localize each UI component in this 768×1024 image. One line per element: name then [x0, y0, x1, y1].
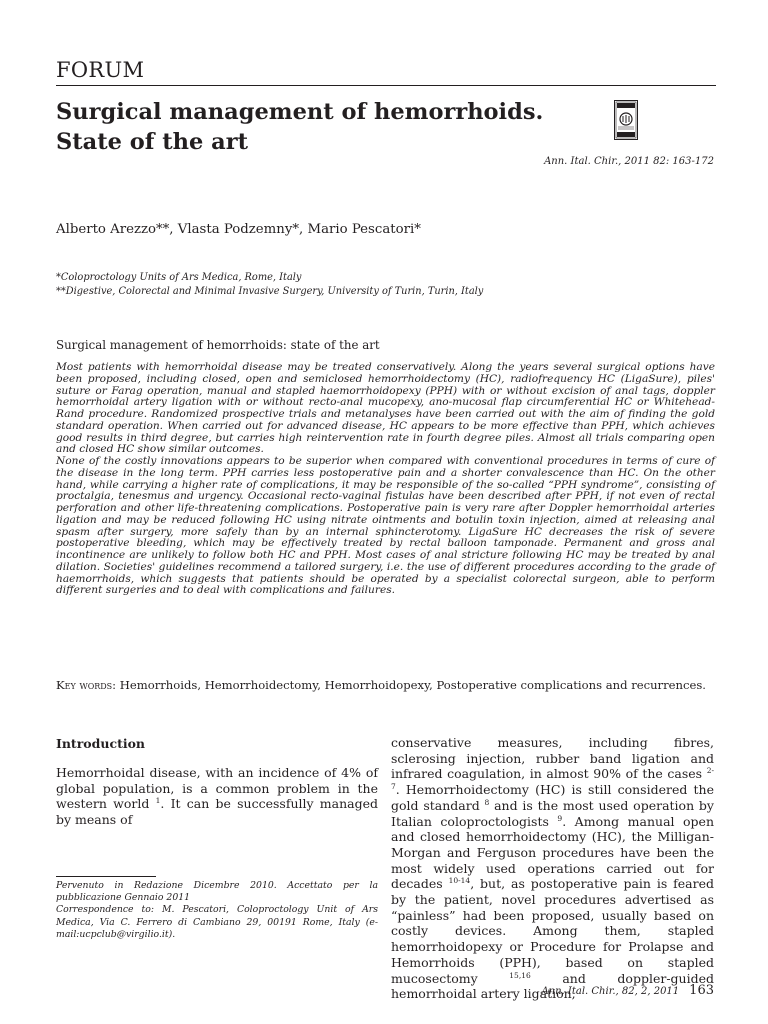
affiliation-2: **Digestive, Colorectal and Minimal Invasive Surgery, University of Turin, Turin, Italy: [56, 286, 484, 297]
intro-text-a: Hemorrhoidal disease, with an incidence of 4% of global population, is a common problem in the western world: [56, 765, 378, 811]
introduction-paragraph-continued: [391, 735, 714, 1002]
introduction-paragraph-1: [56, 765, 378, 827]
intro-right-text-d: . Among manual open and closed hemorrhoidectomy (HC), the Milligan-Morgan and Ferguson procedures have been the most widely used operations carried out for decades: [391, 813, 714, 892]
intro-text-b: . It can be successfully managed by means of: [56, 796, 379, 827]
intro-right-text-b: . Hemorrhoidectomy (HC) is still considered the gold standard: [391, 782, 714, 813]
intro-right-text-c: and is the most used operation by Italian coloproctologists: [391, 797, 714, 829]
affiliations: [56, 271, 483, 299]
abstract-paragraph-1: Most patients with hemorrhoidal disease may be treated conservatively. Along the years several surgical options have been proposed, including closed, open and semiclosed hemorrhoidectomy (HC), radiofrequency HC (LigaSure), piles' suture or Farag operation, manual and stapled haemorrhoidopexy (PPH) with or without excision of anal tags, doppler hemorrhoidal artery ligation with or without recto-anal mucopexy, ano-mucosal flap circumferential HC or Whitehead-Rand procedure. Randomized prospective trials and metanalyses have been carried out with the aim of finding the gold standard operation. When carried out for advanced disease, HC appears to be more effective than PPH, which achieves good results in third degree, but carries high reintervention rate in fourth degree piles. Almost all trials comparing open and closed HC show similar outcomes.: [56, 361, 715, 456]
introduction-heading: Introduction: [56, 736, 146, 751]
article-title-line-1: Surgical management of hemorrhoids.: [56, 99, 544, 125]
keywords-label: Key words:: [56, 678, 117, 692]
citation: Ann. Ital. Chir., 2011 82: 163-172: [544, 156, 714, 167]
footnote-received: Pervenuto in Redazione Dicembre 2010. Accettato per la pubblicazione Gennaio 2011: [56, 880, 378, 904]
abstract: [56, 362, 715, 597]
footer-journal: Ann. Ital. Chir., 82, 2, 2011: [541, 986, 680, 997]
footnote-correspondence: Correspondence to: M. Pescatori, Coloproctology Unit of Ars Medica, Via C. Ferrero di Cambiano 29, 00191 Rome, Italy (e-mail:ucpclub@virgilio.it).: [56, 904, 378, 940]
ref-10-14: 10-14: [448, 876, 471, 886]
intro-right-text-a: conservative measures, including fibres, sclerosing injection, rubber band ligation and infrared coagulation, in almost 90% of the cases: [391, 735, 714, 782]
intro-right-text-f: and doppler-guided hemorrhoidal artery ligation,: [391, 970, 714, 1002]
keywords-text: Hemorrhoids, Hemorrhoidectomy, Hemorrhoidopexy, Postoperative complications and recurrences.: [119, 678, 706, 692]
ref-8: 8: [484, 797, 490, 807]
right-column: [391, 735, 714, 1002]
abstract-title: Surgical management of hemorrhoids: state of the art: [56, 338, 380, 352]
ref-2-7: 2-7: [391, 766, 714, 791]
article-title-line-2: State of the art: [56, 129, 249, 155]
footnotes: [56, 880, 378, 941]
authors: Alberto Arezzo**, Vlasta Podzemny*, Mario Pescatori*: [56, 222, 421, 237]
keywords: [56, 678, 706, 692]
page-number: 163: [689, 983, 714, 998]
ref-15-16: 15,16: [509, 970, 531, 980]
article-title: [56, 97, 596, 157]
ref-1: 1: [155, 795, 161, 805]
affiliation-1: *Coloproctology Units of Ars Medica, Rome, Italy: [56, 272, 302, 283]
ref-9: 9: [557, 813, 563, 823]
footnote-rule: [56, 876, 156, 877]
journal-logo-icon: [614, 100, 638, 140]
left-column: [56, 736, 378, 827]
section-label: FORUM: [56, 58, 145, 82]
header-rule: [56, 85, 716, 86]
intro-right-text-e: , but, as postoperative pain is feared by the patient, novel procedures advertised as “painless” had been proposed, usually based on costly devices. Among them, stapled hemorrhoidopexy or Procedure for Prolapse and Hemorrhoids (PPH), based on stapled mucosectomy: [391, 876, 714, 986]
running-footer: [541, 983, 714, 998]
abstract-paragraph-2: None of the costly innovations appears to be superior when compared with conventional procedures in terms of cure of the disease in the long term. PPH carries less postoperative pain and a shorter convalescence than HC. On the other hand, while carrying a higher rate of complications, it may be responsible of the so-called “PPH syndrome”, consisting of proctalgia, tenesmus and urgency. Occasional recto-vaginal fistulas have been described after PPH, if not even of rectal perforation and other life-threatening complications. Postoperative pain is very rare after Doppler hemorrhoidal arteries ligation and may be reduced following HC using nitrate ointments and botulin toxin injection, aimed at releasing anal spasm after surgery, more safely than by an internal sphincterotomy. LigaSure HC decreases the risk of severe postoperative bleeding, which may be effectively treated by rectal balloon tamponade. Permanent and gross anal incontinence are unlikely to follow both HC and PPH. Most cases of anal stricture following HC may be treated by anal dilation. Societies' guidelines recommend a tailored surgery, i.e. the use of different procedures according to the grade of haemorrhoids, which suggests that patients should be operated by a specialist colorectal surgeon, able to perform different surgeries and to deal with complications and failures.: [56, 455, 715, 597]
